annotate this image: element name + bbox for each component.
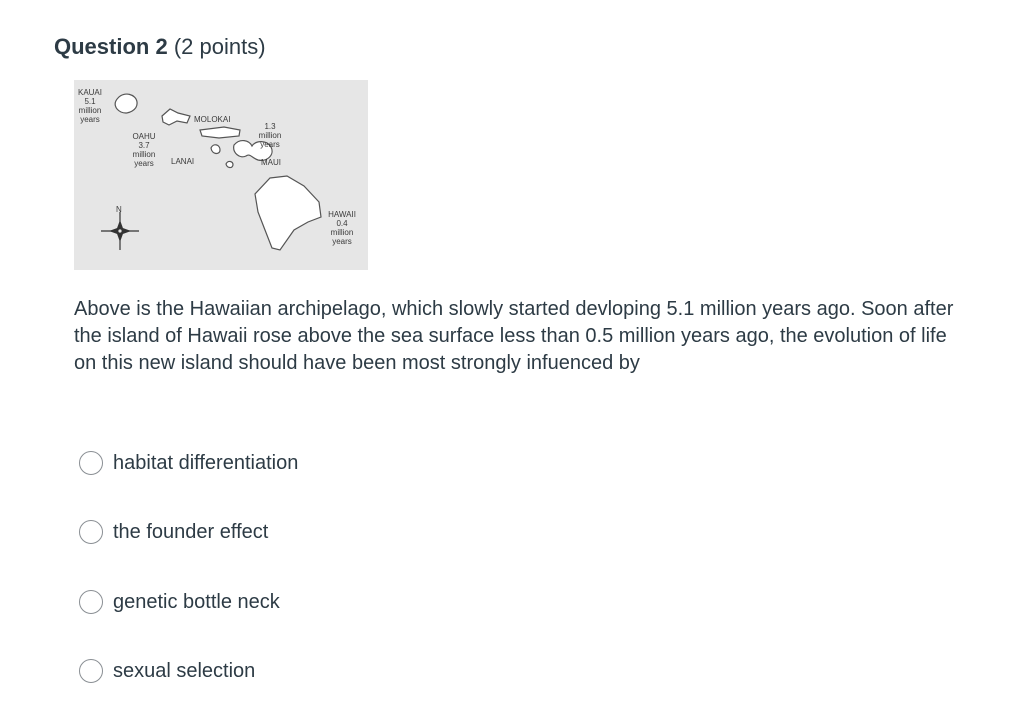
hawaii-island	[255, 176, 321, 250]
north-label: N	[116, 205, 122, 214]
answer-label[interactable]: genetic bottle neck	[113, 590, 280, 613]
molokai-label: MOLOKAI	[194, 115, 231, 124]
kauai-island	[115, 94, 137, 113]
lanai-label: LANAI	[171, 157, 195, 166]
answer-label[interactable]: the founder effect	[113, 520, 269, 543]
kauai-label: KAUAI 5.1 million years	[77, 88, 102, 124]
kahoolawe-island	[226, 161, 233, 167]
answer-label[interactable]: habitat differentiation	[113, 451, 299, 474]
answer-option-2[interactable]	[79, 519, 268, 545]
radio-button[interactable]	[79, 520, 103, 544]
answer-label[interactable]: sexual selection	[113, 659, 256, 682]
question-prompt: Above is the Hawaiian archipelago, which slowly started devloping 5.1 million years ago. Soon after the island of Hawaii rose above the sea surface less than 0.5 million years ago, the evolution of life on this new island should have been most strongly infuenced by	[74, 298, 954, 374]
answer-option-1[interactable]	[79, 450, 298, 476]
lanai-island	[211, 145, 220, 154]
question-title: Question 2	[54, 34, 168, 59]
molokai-island	[200, 127, 240, 138]
radio-button[interactable]	[79, 590, 103, 614]
oahu-island	[162, 109, 190, 125]
radio-button[interactable]	[79, 659, 103, 683]
hawaiian-archipelago-map	[74, 80, 368, 270]
molokai-age-label: 1.3 million years	[258, 122, 282, 149]
answer-option-4[interactable]	[79, 658, 255, 684]
compass-rose-icon	[101, 212, 139, 250]
hawaii-label: HAWAII 0.4 million years	[328, 210, 356, 246]
question-points: (2 points)	[173, 34, 266, 59]
radio-button[interactable]	[79, 451, 103, 475]
maui-label: MAUI	[261, 158, 281, 167]
oahu-label: OAHU 3.7 million years	[132, 132, 156, 168]
question-header	[54, 34, 266, 60]
answer-option-3[interactable]	[79, 589, 280, 615]
